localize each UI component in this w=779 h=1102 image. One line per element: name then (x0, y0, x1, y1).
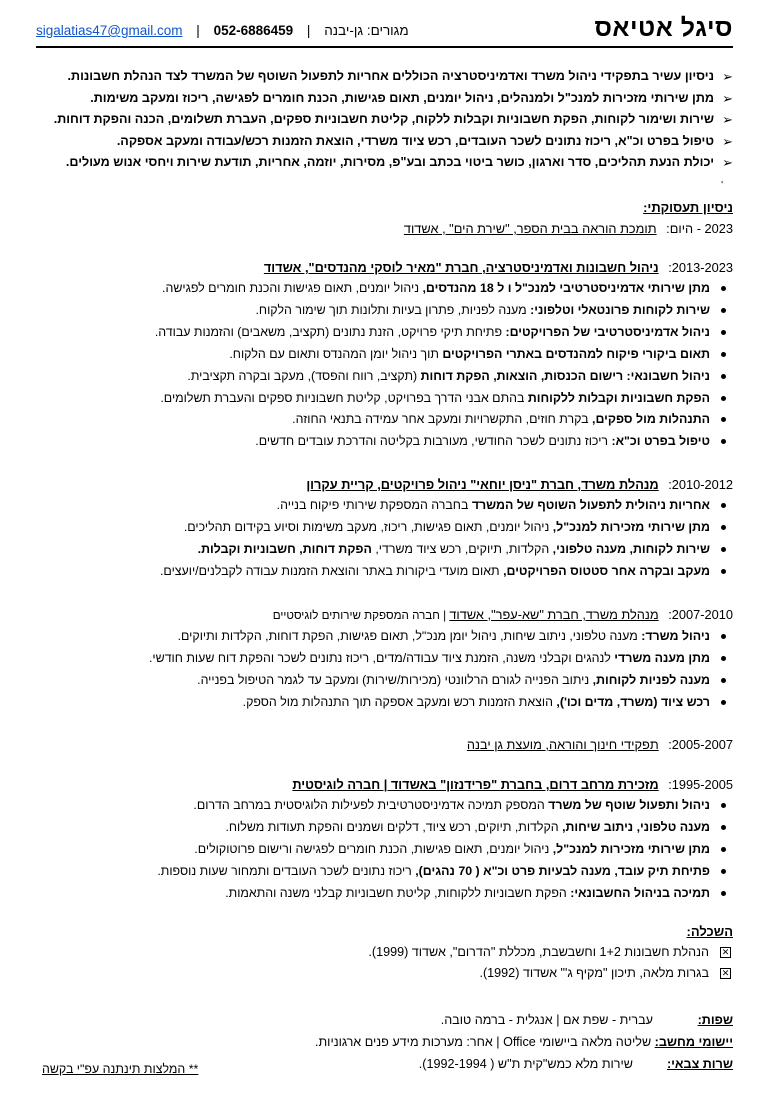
list-item (33, 561, 733, 583)
contact-line (36, 23, 409, 38)
item-text: תאום מועדי ביקורות באתר והוצאת הזמנות עבודה לקבלנים/יועצים. (159, 563, 504, 578)
item-text: מענה טלפוני, ניתוב שיחות, ניהול יומן מנכ"ל, תאום פגישות, הפקת דוחות, הקלדות ותיוקים. (177, 629, 642, 643)
job-3 (33, 605, 733, 714)
job-current (33, 219, 733, 239)
item-text: לנהגים וקבלני משנה, הזמנת ציוד עבודה/מדים, ריכוז נתונים לשכר והפקת דוח שעות חודשי. (148, 650, 615, 665)
education-section (33, 922, 733, 984)
list-item (33, 539, 733, 561)
checkbox-icon: ✕ (721, 968, 730, 978)
summary-item (33, 66, 733, 88)
item-bold: מעקב ובקרה אחר סטטוס הפרויקטים, (503, 563, 710, 578)
computer-value: שליטה מלאה ביישומי Office | אחר: מערכות מידע פנים ארגוניות. (314, 1035, 652, 1049)
education-item (33, 963, 733, 984)
list-item (33, 670, 733, 692)
stray-mark: ' (721, 180, 723, 191)
item-bold: מתן מענה משרדי (614, 650, 710, 665)
item-bold: הפקת דוחות, חשבוניות וקבלות. (197, 541, 372, 556)
arrow-bullet-icon: ➢ (722, 90, 733, 106)
job-title: תפקידי חינוך והוראה, מועצת גן יבנה (466, 737, 659, 752)
item-text: הוצאת הזמנות רכש ומעקב אספקה תוך התנהלות מול הספק. (242, 694, 557, 709)
computer-label: יישומי מחשב: (654, 1035, 733, 1049)
item-text: הפקת חשבוניות ללקוחות, קליטת חשבוניות קבלני משנה והתאמות. (225, 885, 571, 900)
list-item (33, 366, 733, 388)
summary-item (33, 131, 733, 153)
list-item (33, 817, 733, 839)
summary-list (33, 66, 733, 174)
item-text: (תקציב, רווח והפסד), מעקב ובקרה תקציבית. (187, 368, 421, 383)
item-text: ניתוב הפנייה לגורם הרלוונטי (מכירות/שירות) ומעקב עד לגמר הטיפול בפנייה. (197, 672, 593, 687)
list-item (33, 861, 733, 883)
item-text: תוך ניהול יומן המהנדס ותאום עם הלקוח. (229, 346, 443, 361)
header-divider (36, 46, 733, 48)
experience-section (33, 198, 733, 239)
list-item (33, 517, 733, 539)
job-bullets (33, 795, 733, 905)
item-text: הקלדות, תיוקים, רכש ציוד, דלקים ושמנים והפקת תעודות משלוח. (225, 819, 563, 834)
summary-item (33, 109, 733, 131)
job-header (33, 605, 733, 626)
item-text: בקרת חוזים, התקשרויות ומעקב אחר עמידה בתנאי החוזה. (292, 412, 593, 427)
item-bold: ניהול אדמיניסטרטיבי של הפרויקטים: (505, 324, 710, 339)
job-title: מנהלת משרד, חברת "שא-עפר", אשדוד (449, 607, 659, 622)
item-text: המספק תמיכה אדמיניסטרטיבית לפעילות הלוגיסטית במרחב הדרום. (193, 798, 549, 812)
job-4 (33, 735, 733, 755)
job-period: 2007-2010: (668, 607, 733, 622)
list-item (33, 322, 733, 344)
job-bullets (33, 495, 733, 583)
job-header (33, 735, 733, 755)
list-item (33, 626, 733, 648)
education-list (33, 942, 733, 984)
item-bold: פתיחת תיק עובד, מענה לבעיות פרט וכ"א ( 70 נהגים), (415, 863, 710, 878)
item-bold: אחריות ניהולית לתפעול השוטף של המשרד (471, 498, 710, 512)
job-subtitle: | חברה המספקת שירותים לוגיסטיים (272, 609, 450, 622)
summary-text: שירות ושימור לקוחות, הפקת חשבוניות וקבלות ללקוח, קליטת חשבוניות ספקים, העברת תשלומים, הכנה והפקת דוחות. (53, 112, 714, 127)
arrow-bullet-icon: ➢ (722, 133, 733, 149)
education-item (33, 942, 733, 963)
summary-text: ניסיון עשיר בתפקידי ניהול משרד ואדמיניסטרציה הכוללים אחריות לתפעול השוטף של המשרד לצד הנהלת חשבונות. (67, 69, 714, 83)
email-link[interactable]: sigalatias47@gmail.com (36, 23, 183, 38)
job-5 (33, 775, 733, 905)
education-text: הנהלת חשבונות 1+2 וחשבשבת, מכללת "הדרום", אשדוד (1999). (368, 945, 709, 959)
job-header (33, 775, 733, 795)
job-title: תומכת הוראה בבית הספר, "שירת הים" , אשדוד (403, 221, 657, 236)
languages-row (33, 1009, 733, 1031)
arrow-bullet-icon: ➢ (722, 155, 733, 171)
list-item (33, 344, 733, 366)
list-item (33, 839, 733, 861)
list-item (33, 409, 733, 431)
item-bold: מתן שירותי מזכירות למנכ"ל, (552, 841, 710, 856)
job-title: מזכירת מרחב דרום, בחברת "פרידנזון" באשדוד | חברה לוגיסטית (292, 777, 659, 792)
job-header (33, 258, 733, 278)
languages-label: שפות: (697, 1013, 733, 1027)
job-bullets (33, 278, 733, 453)
item-bold: הפקת חשבוניות וקבלות ללקוחות (527, 390, 710, 405)
list-item (33, 883, 733, 905)
item-text: ריכוז נתונים לשכר החודשי, מעורבות בקליטה והדרכת עובדים חדשים. (255, 434, 612, 449)
item-text: הקלדות, תיוקים, רכש ציוד משרדי, (371, 541, 553, 556)
item-bold: רכש ציוד (משרד, מדים וכו'), (556, 694, 710, 709)
computer-row (33, 1031, 733, 1053)
item-text: ניהול יומנים, תאום פגישות והכנת חומרים לפגישה. (162, 281, 423, 295)
job-header (33, 475, 733, 495)
item-bold: ניהול חשבונאי: רישום הכנסות, הוצאות, הפקת דוחות (420, 368, 710, 383)
summary-text: טיפול בפרט וכ"א, ריכוז נתונים לשכר העובדים, רכש ציוד משרדי, הוצאת הזמנות רכש/עבודה ומעקב אספקה. (116, 133, 714, 148)
job-title: מנהלת משרד, חברת "ניסן יוחאי" ניהול פרויקטים, קריית עקרון (306, 477, 659, 492)
education-text: בגרות מלאה, תיכון "מקיף ג'" אשדוד (1992). (479, 966, 709, 980)
item-text: בחברה המספקת שירותי פיקוח בנייה. (276, 498, 472, 512)
list-item (33, 495, 733, 517)
list-item (33, 692, 733, 714)
summary-item (33, 88, 733, 110)
item-text: בהתם אבני הדרך בפרויקט, קליטת חשבוניות ספקים והעברת תשלומים. (160, 390, 528, 405)
item-bold: מתן שירותי מזכירות למנכ"ל, (552, 519, 710, 534)
job-period: 2013-2023: (668, 260, 733, 275)
item-bold: תאום ביקורי פיקוח למהנדסים באתרי הפרויקטים (442, 346, 710, 361)
summary-item (33, 152, 733, 174)
item-bold: טיפול בפרט וכ"א: (611, 434, 710, 449)
item-bold: מתן שירותי אדמיניסטרטיבי למנכ"ל ו ל 18 מהנדסים, (422, 281, 710, 295)
section-heading: ניסיון תעסוקתי: (643, 200, 733, 215)
list-item (33, 648, 733, 670)
job-period: 2005-2007: (668, 737, 733, 752)
recommendations-note: ** המלצות תינתנה עפ"י בקשה (42, 1062, 199, 1076)
list-item (33, 278, 733, 300)
separator: | (196, 23, 200, 38)
item-text: ניהול יומנים, תאום פגישות, הכנת חומרים לפגישה ורישום פרוטוקולים. (194, 841, 553, 856)
item-text: ניהול יומנים, תאום פגישות, ריכוז, מעקב משימות וסיוע בקידום תהליכים. (183, 519, 553, 534)
item-bold: שירות לקוחות, מענה טלפוני, (552, 541, 710, 556)
item-bold: מענה טלפוני, ניתוב שיחות, (562, 819, 710, 834)
item-bold: תמיכה בניהול החשבונאי: (570, 885, 710, 900)
job-2 (33, 475, 733, 583)
job-period: 1995-2005: (668, 777, 733, 792)
summary-text: יכולת הנעת תהליכים, סדר וארגון, כושר ביטוי בכתב ובע"פ, מסירות, יוזמה, אחריות, תודעת שירות ויחסי אנוש מעולים. (65, 155, 714, 170)
item-text: מענה לפניות, פתרון בעיות ותלונות תוך שימור הלקוח. (255, 302, 531, 317)
candidate-name: סיגל אטיאס (594, 14, 733, 42)
header (36, 14, 733, 48)
list-item (33, 300, 733, 322)
residence-value: גן-יבנה (324, 23, 364, 38)
job-period: 2010-2012: (668, 477, 733, 492)
summary-text: מתן שירותי מזכירות למנכ"ל ולמנהלים, ניהול יומנים, תאום פגישות, הכנת חומרים לפגישה, ריכוז ומעקב משימות. (90, 90, 714, 105)
item-bold: ניהול משרד: (641, 629, 710, 643)
item-bold: ניהול ותפעול שוטף של משרד (548, 798, 710, 812)
army-label: שרות צבאי: (666, 1057, 733, 1071)
job-1 (33, 258, 733, 453)
arrow-bullet-icon: ➢ (722, 69, 733, 84)
section-heading: השכלה: (686, 924, 733, 939)
job-title: ניהול חשבונות ואדמיניסטרציה, חברת "מאיר לוסקי מהנדסים", אשדוד (263, 260, 659, 275)
item-text: פתיחת תיקי פרויקט, הזנת נתונים (תקציב, משאבים) והזמנות עבודה. (154, 324, 506, 339)
arrow-bullet-icon: ➢ (722, 112, 733, 128)
list-item (33, 431, 733, 453)
residence-label: מגורים: (366, 23, 409, 38)
item-bold: שירות לקוחות פרונטאלי וטלפוני: (530, 302, 710, 317)
phone-number: 052-6886459 (213, 23, 294, 38)
army-value: שירות מלא כמש"קית ת"ש ( 1992-1994). (418, 1057, 633, 1071)
checkbox-icon: ✕ (721, 947, 730, 957)
job-period: 2023 - היום: (666, 221, 733, 236)
item-bold: התנהלות מול ספקים, (592, 412, 710, 427)
list-item (33, 795, 733, 817)
languages-value: עברית - שפת אם | אנגלית - ברמה טובה. (440, 1013, 653, 1027)
item-bold: מענה לפניות לקוחות, (592, 672, 710, 687)
item-text: ריכוז נתונים לשכר העובדים ותמחור שעות נוספות. (157, 863, 416, 878)
separator: | (306, 23, 311, 38)
job-bullets (33, 626, 733, 714)
list-item (33, 388, 733, 410)
